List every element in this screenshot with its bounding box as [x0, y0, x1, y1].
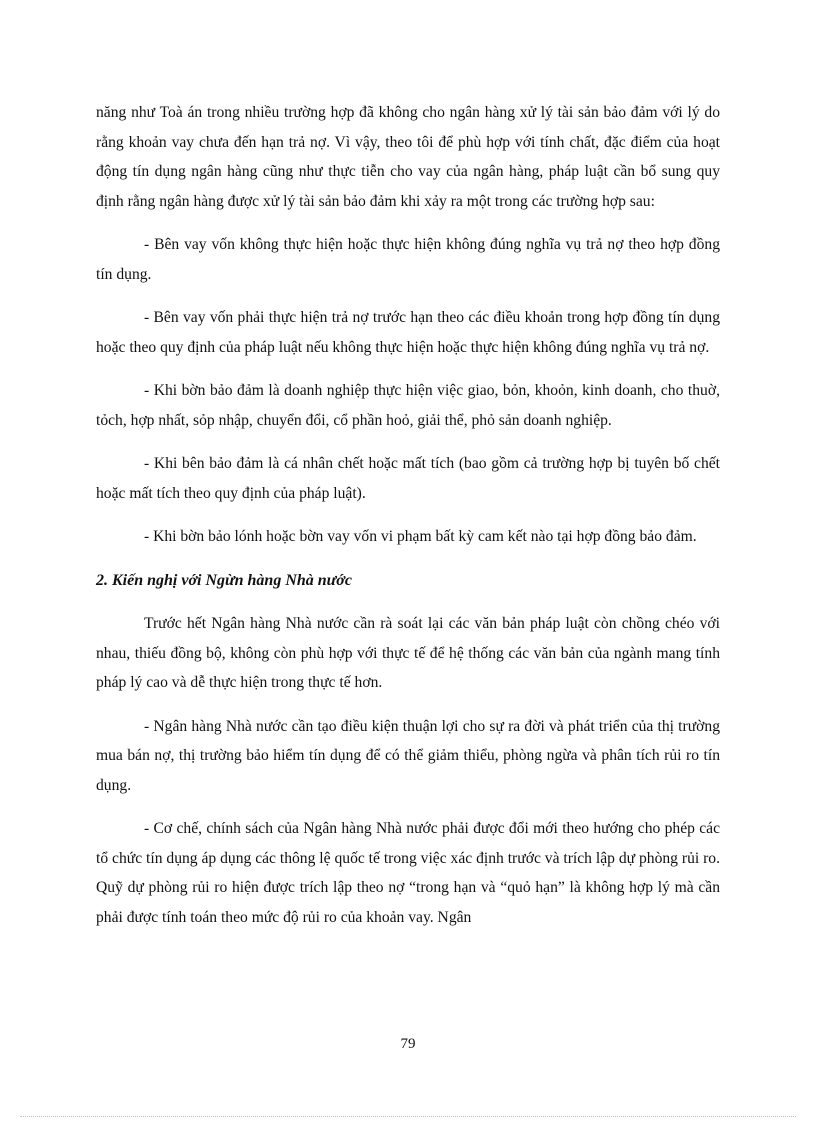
list-item-condition-2: - Bên vay vốn phải thực hiện trả nợ trước hạn theo các điều khoản trong hợp đồng tín dụng hoặc theo quy định của pháp luật nếu không thực hiện hoặc thực hiện không đúng nghĩa vụ trả nợ.: [96, 309, 720, 356]
list-item-condition-4: - Khi bên bảo đảm là cá nhân chết hoặc mất tích (bao gồm cả trường hợp bị tuyên bố chết hoặc mất tích theo quy định của pháp luật).: [96, 455, 720, 502]
list-item-recommendation-2: - Cơ chế, chính sách của Ngân hàng Nhà nước phải được đổi mới theo hướng cho phép các tổ chức tín dụng áp dụng các thông lệ quốc tế trong việc xác định trước và trích lập dự phòng rủi ro. Quỹ dự phòng rủi ro hiện được trích lập theo nợ “trong hạn và “quỏ hạn” là không hợp lý mà cần phải được tính toán theo mức độ rủi ro của khoản vay. Ngân: [96, 820, 720, 926]
list-item-condition-3: - Khi bờn bảo đảm là doanh nghiệp thực hiện việc giao, bỏn, khoỏn, kinh doanh, cho thuờ, tỏch, hợp nhất, sỏp nhập, chuyển đổi, cổ phần hoỏ, giải thể, phỏ sản doanh nghiệp.: [96, 382, 720, 429]
list-item-condition-5: - Khi bờn bảo lónh hoặc bờn vay vốn vi phạm bất kỳ cam kết nào tại hợp đồng bảo đảm.: [144, 528, 697, 545]
page-number: 79: [400, 1036, 416, 1052]
paragraph-section-intro: Trước hết Ngân hàng Nhà nước cần rà soát lại các văn bản pháp luật còn chồng chéo với nhau, thiếu đồng bộ, không còn phù hợp với thực tế để hệ thống các văn bản của ngành mang tính pháp lý cao và dễ thực hiện trong thực tế hơn.: [96, 615, 720, 691]
footer-divider: [20, 1116, 796, 1117]
paragraph-intro: năng như Toà án trong nhiều trường hợp đã không cho ngân hàng xử lý tài sản bảo đảm với lý do rằng khoản vay chưa đến hạn trả nợ. Vì vậy, theo tôi để phù hợp với tính chất, đặc điểm của hoạt động tín dụng ngân hàng cũng như thực tiễn cho vay của ngân hàng, pháp luật cần bổ sung quy định rằng ngân hàng được xử lý tài sản bảo đảm khi xảy ra một trong các trường hợp sau:: [96, 104, 720, 210]
section-heading: 2. Kiến nghị với Ngừn hàng Nhà nước: [96, 571, 352, 589]
list-item-condition-1: - Bên vay vốn không thực hiện hoặc thực hiện không đúng nghĩa vụ trả nợ theo hợp đồng tín dụng.: [96, 236, 720, 283]
page-body: [96, 98, 720, 932]
list-item-recommendation-1: - Ngân hàng Nhà nước cần tạo điều kiện thuận lợi cho sự ra đời và phát triển của thị trường mua bán nợ, thị trường bảo hiểm tín dụng để có thể giảm thiểu, phòng ngừa và phân tích rủi ro tín dụng.: [96, 717, 720, 794]
